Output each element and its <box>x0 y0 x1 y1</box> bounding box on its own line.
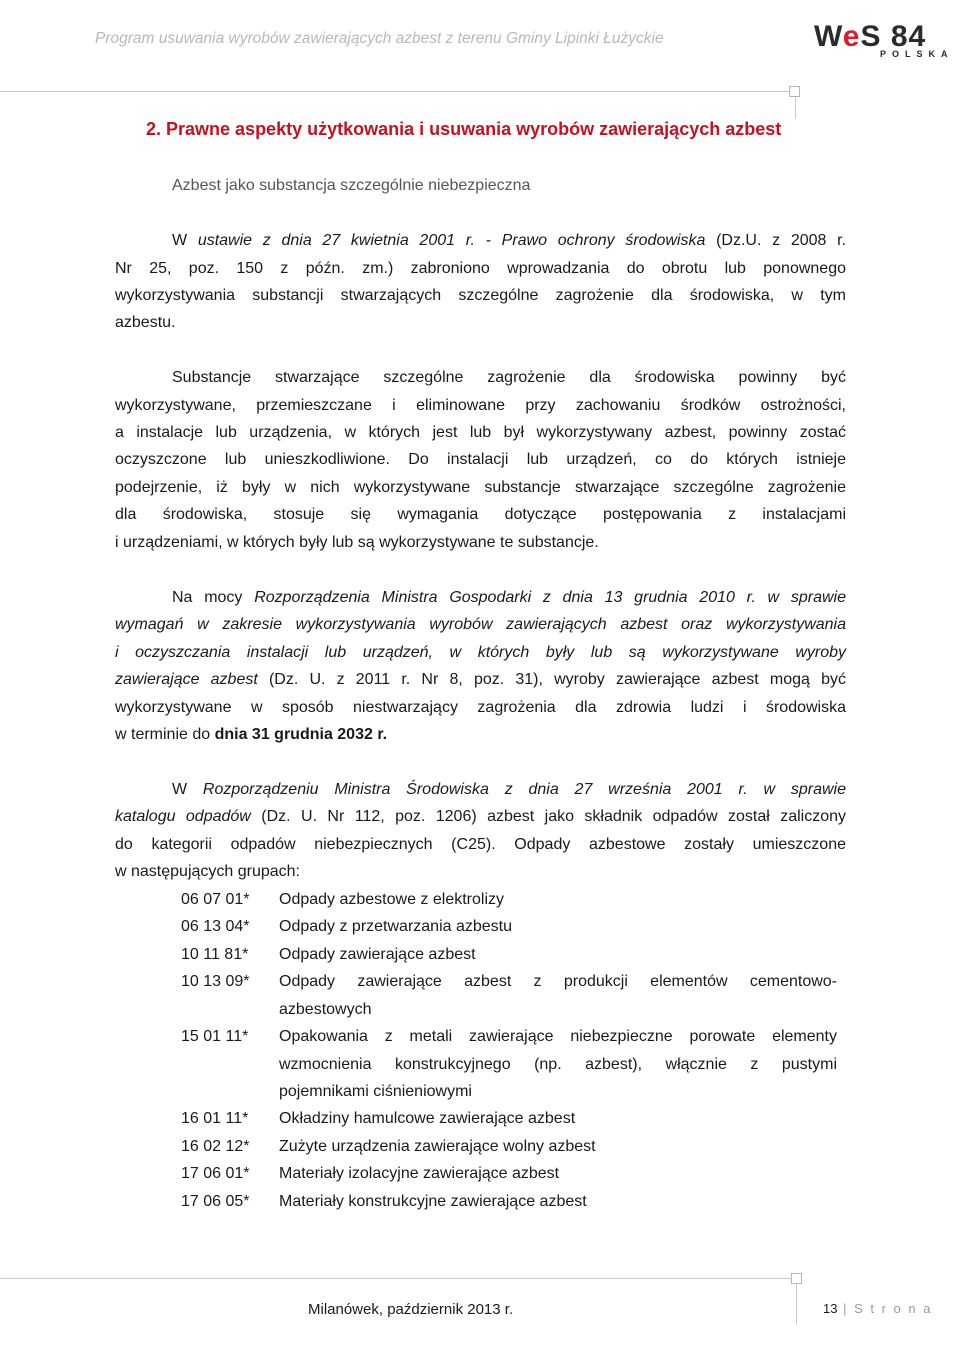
waste-description: Materiały izolacyjne zawierające azbest <box>279 1165 560 1182</box>
waste-description: azbestowych <box>279 1001 372 1018</box>
paragraph-2-line: Substancje stwarzające szczególne zagrożenie dla środowiska powinny być <box>172 369 846 386</box>
waste-code: 06 13 04* <box>181 918 250 935</box>
paragraph-1-line: Nr 25, poz. 150 z późn. zm.) zabroniono wprowadzania do obrotu lub ponownego <box>115 260 846 277</box>
footer-rule <box>0 1278 792 1279</box>
section-subheading: Azbest jako substancja szczególnie niebezpieczna <box>172 177 531 194</box>
paragraph-3-line: Na mocy Rozporządzenia Ministra Gospodarki z dnia 13 grudnia 2010 r. w sprawie <box>172 589 846 606</box>
footer-rule-tick <box>796 1284 797 1324</box>
paragraph-1-line: azbestu. <box>115 314 176 331</box>
paragraph-2-line: wykorzystywane, przemieszczane i eliminowane przy zachowaniu środków ostrożności, <box>115 397 846 414</box>
paragraph-2-line: a instalacje lub urządzenia, w których jest lub był wykorzystywany azbest, powinny zostać <box>115 424 846 441</box>
waste-code: 16 01 11* <box>181 1110 249 1127</box>
waste-description: pojemnikami ciśnieniowymi <box>279 1083 472 1100</box>
company-logo <box>814 20 954 62</box>
paragraph-2-line: podejrzenie, iż były w nich wykorzystywane substancje stwarzające szczególne zagrożenie <box>115 479 846 496</box>
paragraph-4-line: W Rozporządzeniu Ministra Środowiska z dnia 27 września 2001 r. w sprawie <box>172 781 847 798</box>
logo-wordmark: WeS 84 <box>814 20 927 53</box>
waste-code: 10 11 81* <box>181 946 249 963</box>
header-rule-marker <box>789 86 800 97</box>
paragraph-2-line: i urządzeniami, w których były lub są wykorzystywane te substancje. <box>115 534 599 551</box>
waste-description: Odpady zawierające azbest <box>279 946 476 963</box>
waste-code: 06 07 01* <box>181 891 250 908</box>
footer-rule-marker <box>791 1273 802 1284</box>
paragraph-3-line: zawierające azbest (Dz. U. z 2011 r. Nr 8, poz. 31), wyroby zawierające azbest mogą być <box>115 671 846 688</box>
footer-place-date: Milanówek, październik 2013 r. <box>308 1301 514 1318</box>
waste-description: Odpady zawierające azbest z produkcji elementów cementowo- <box>279 973 837 990</box>
page-number: 13 | S t r o n a <box>823 1301 933 1316</box>
paragraph-2-line: oczyszczone lub unieszkodliwione. Do instalacji lub urządzeń, co do których istnieje <box>115 451 846 468</box>
paragraph-4-line: katalogu odpadów (Dz. U. Nr 112, poz. 1206) azbest jako składnik odpadów został zaliczony <box>115 808 846 825</box>
waste-description: wzmocnienia konstrukcyjnego (np. azbest), włącznie z pustymi <box>279 1056 837 1073</box>
header-rule-tick <box>795 97 796 119</box>
waste-description: Opakowania z metali zawierające niebezpieczne porowate elementy <box>279 1028 837 1045</box>
section-heading: 2. Prawne aspekty użytkowania i usuwania wyrobów zawierających azbest <box>146 119 782 139</box>
waste-code: 16 02 12* <box>181 1138 250 1155</box>
waste-code: 17 06 05* <box>181 1193 250 1210</box>
header-rule <box>0 91 790 92</box>
waste-description: Zużyte urządzenia zawierające wolny azbest <box>279 1138 596 1155</box>
waste-code: 17 06 01* <box>181 1165 250 1182</box>
logo-subtitle: POLSKA <box>880 49 954 59</box>
paragraph-3-line: wymagań w zakresie wykorzystywania wyrobów zawierających azbest oraz wykorzystywania <box>115 616 846 633</box>
paragraph-3-line: i oczyszczania instalacji lub urządzeń, w których były lub są wykorzystywane wyroby <box>115 644 846 661</box>
paragraph-1-line: wykorzystywania substancji stwarzających szczególne zagrożenie dla środowiska, w tym <box>115 287 846 304</box>
paragraph-4-line: do kategorii odpadów niebezpiecznych (C25). Odpady azbestowe zostały umieszczone <box>115 836 846 853</box>
header-title: Program usuwania wyrobów zawierających azbest z terenu Gminy Lipinki Łużyckie <box>95 30 664 47</box>
waste-description: Materiały konstrukcyjne zawierające azbest <box>279 1193 587 1210</box>
paragraph-2-line: dla środowiska, stosuje się wymagania dotyczące postępowania z instalacjami <box>115 506 846 523</box>
paragraph-3-line: w terminie do dnia 31 grudnia 2032 r. <box>115 726 388 743</box>
paragraph-1-line: W ustawie z dnia 27 kwietnia 2001 r. - Prawo ochrony środowiska (Dz.U. z 2008 r. <box>172 232 847 249</box>
waste-description: Odpady z przetwarzania azbestu <box>279 918 513 935</box>
waste-code: 10 13 09* <box>181 973 250 990</box>
waste-description: Okładziny hamulcowe zawierające azbest <box>279 1110 576 1127</box>
paragraph-3-line: wykorzystywane w sposób niestwarzający zagrożenia dla zdrowia ludzi i środowiska <box>115 699 846 716</box>
waste-description: Odpady azbestowe z elektrolizy <box>279 891 504 908</box>
waste-code: 15 01 11* <box>181 1028 249 1045</box>
paragraph-4-line: w następujących grupach: <box>115 863 300 880</box>
